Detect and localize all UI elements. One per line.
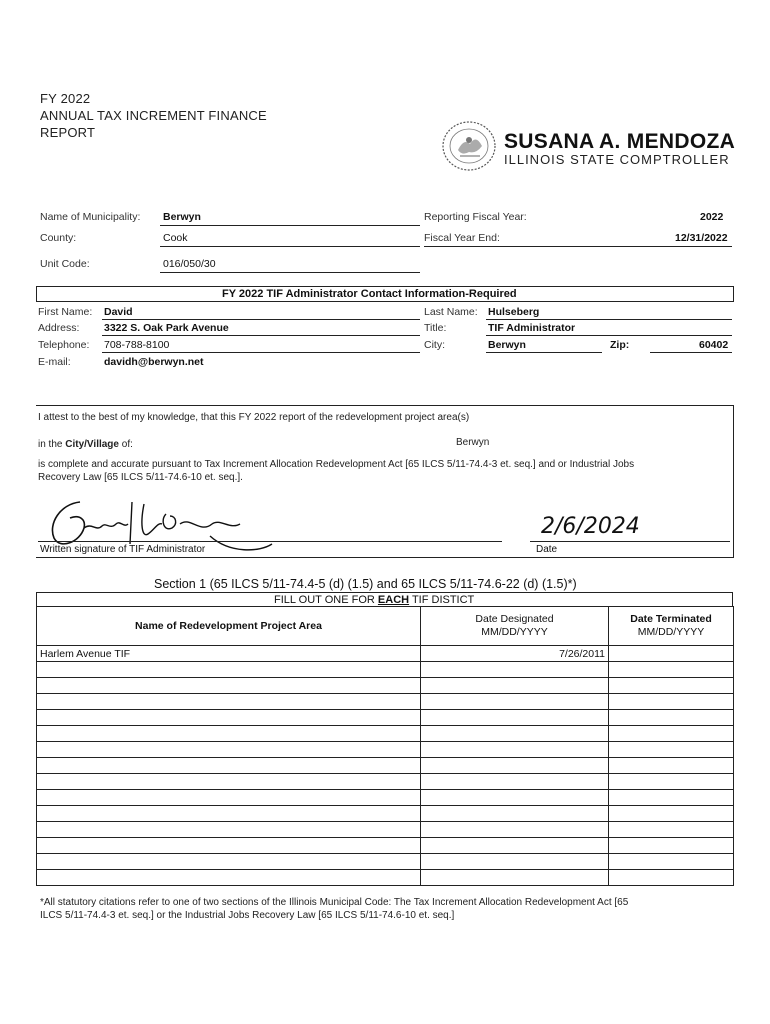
row-terminated-cell (609, 710, 734, 726)
last-name-line (486, 319, 732, 320)
fiscal-year-end-line (424, 246, 732, 247)
row-designated-cell: 7/26/2011 (421, 646, 609, 662)
table-row (37, 854, 734, 870)
fiscal-year-end-value: 12/31/2022 (675, 232, 728, 244)
county-label: County: (40, 232, 77, 244)
row-name-cell (37, 870, 421, 886)
row-name-cell (37, 726, 421, 742)
table-row (37, 838, 734, 854)
row-name-cell (37, 742, 421, 758)
email-label: E-mail: (38, 356, 71, 368)
row-designated-cell (421, 710, 609, 726)
attest-line-4: Recovery Law [65 ILCS 5/11-74.6-10 et. seq.]. (38, 472, 243, 483)
row-designated-cell (421, 870, 609, 886)
city-label: City: (424, 339, 445, 351)
signed-date: 2/6/2024 (541, 514, 640, 539)
row-designated-cell (421, 790, 609, 806)
tif-district-table (36, 606, 734, 886)
date-line (530, 541, 730, 542)
last-name-label: Last Name: (424, 306, 478, 318)
first-name-value: David (104, 306, 133, 318)
attest-line-1: I attest to the best of my knowledge, that this FY 2022 report of the redevelopment project area(s) (38, 412, 470, 423)
address-label: Address: (38, 322, 80, 334)
unit-code-label: Unit Code: (40, 258, 90, 270)
designated-format: MM/DD/YYYY (481, 626, 548, 638)
attest-city: Berwyn (456, 437, 490, 448)
row-name-cell (37, 662, 421, 678)
row-terminated-cell (609, 806, 734, 822)
table-row (37, 742, 734, 758)
table-row (37, 790, 734, 806)
title-line (486, 335, 732, 336)
row-terminated-cell (609, 870, 734, 886)
attest-line-2 (38, 438, 133, 451)
row-name-cell (37, 838, 421, 854)
county-line (160, 246, 420, 247)
address-line (102, 335, 420, 336)
unit-code-value: 016/050/30 (163, 258, 216, 270)
municipality-name-line (160, 225, 420, 226)
date-label: Date (536, 544, 558, 555)
row-terminated-cell (609, 646, 734, 662)
col-name-header: Name of Redevelopment Project Area (37, 607, 421, 646)
telephone-label: Telephone: (38, 339, 90, 351)
report-title: ANNUAL TAX INCREMENT FINANCE (40, 108, 267, 123)
row-name-cell (37, 806, 421, 822)
fiscal-year-end-label: Fiscal Year End: (424, 232, 500, 244)
designated-label: Date Designated (475, 613, 554, 625)
municipality-name-label: Name of Municipality: (40, 211, 141, 223)
telephone-line (102, 352, 420, 353)
table-header-row (37, 607, 734, 646)
row-name-cell: Harlem Avenue TIF (37, 646, 421, 662)
attest-line-2-suffix: of: (121, 439, 133, 450)
tif-rows (37, 646, 734, 886)
row-designated-cell (421, 758, 609, 774)
fiscal-year-value: 2022 (700, 211, 724, 223)
row-name-cell (37, 790, 421, 806)
row-name-cell (37, 678, 421, 694)
row-terminated-cell (609, 662, 734, 678)
table-row (37, 870, 734, 886)
row-designated-cell (421, 838, 609, 854)
row-terminated-cell (609, 742, 734, 758)
table-row (37, 662, 734, 678)
footnote-line-2: ILCS 5/11-74.4-3 et. seq.] or the Industrial Jobs Recovery Law [65 ILCS 5/11-74.6-10 et. seq.] (40, 910, 455, 921)
row-name-cell (37, 774, 421, 790)
row-terminated-cell (609, 758, 734, 774)
table-row (37, 694, 734, 710)
zip-value: 60402 (699, 339, 729, 351)
table-row (37, 806, 734, 822)
county-value: Cook (163, 232, 188, 244)
municipality-name-value: Berwyn (163, 211, 201, 223)
zip-label: Zip: (610, 339, 630, 351)
row-name-cell (37, 758, 421, 774)
address-value: 3322 S. Oak Park Avenue (104, 322, 229, 334)
row-terminated-cell (609, 838, 734, 854)
email-value: davidh@berwyn.net (104, 356, 204, 368)
signature-line (38, 541, 502, 542)
report-header (40, 90, 267, 141)
row-terminated-cell (609, 854, 734, 870)
fill-out-each: EACH (377, 594, 410, 606)
attest-line-2-prefix: in the (38, 439, 63, 450)
attest-city-village: City/Village (65, 439, 119, 450)
table-row (37, 678, 734, 694)
report-subtitle: REPORT (40, 125, 96, 140)
row-terminated-cell (609, 790, 734, 806)
attest-line-3: is complete and accurate pursuant to Tax Increment Allocation Redevelopment Act [65 ILCS 5/11-74.4-3 et. seq.] and or Industrial Jobs (38, 459, 635, 470)
table-row (37, 710, 734, 726)
state-seal-icon (440, 120, 498, 172)
city-value: Berwyn (488, 339, 526, 351)
row-designated-cell (421, 726, 609, 742)
fill-out-instruction (274, 594, 474, 606)
table-row (37, 646, 734, 662)
table-row (37, 774, 734, 790)
first-name-label: First Name: (38, 306, 93, 318)
row-name-cell (37, 822, 421, 838)
title-label: Title: (424, 322, 447, 334)
zip-line (650, 352, 732, 353)
col-designated-header (421, 607, 609, 646)
unit-code-line (160, 272, 420, 273)
footnote-line-1: *All statutory citations refer to one of two sections of the Illinois Municipal Code: The Tax Increment Allocation Redevelopment Act [65 (40, 897, 629, 908)
section-1-title: Section 1 (65 ILCS 5/11-74.4-5 (d) (1.5) and 65 ILCS 5/11-74.6-22 (d) (1.5)*) (154, 577, 577, 591)
fiscal-year-label: Reporting Fiscal Year: (424, 211, 527, 223)
comptroller-name: SUSANA A. MENDOZA (504, 130, 736, 153)
terminated-format: MM/DD/YYYY (637, 626, 705, 638)
row-name-cell (37, 854, 421, 870)
row-designated-cell (421, 742, 609, 758)
fill-out-prefix: FILL OUT ONE FOR (274, 594, 375, 606)
table-row (37, 726, 734, 742)
row-designated-cell (421, 806, 609, 822)
col-terminated-header (609, 607, 734, 646)
terminated-label: Date Terminated (630, 613, 712, 625)
row-name-cell (37, 694, 421, 710)
row-designated-cell (421, 854, 609, 870)
table-row (37, 758, 734, 774)
row-name-cell (37, 710, 421, 726)
report-year: FY 2022 (40, 91, 91, 106)
fill-out-suffix: TIF DISTICT (411, 594, 475, 606)
title-value: TIF Administrator (488, 322, 576, 334)
city-line (486, 352, 602, 353)
row-designated-cell (421, 822, 609, 838)
contact-section-title: FY 2022 TIF Administrator Contact Information-Required (222, 288, 517, 300)
row-designated-cell (421, 694, 609, 710)
row-terminated-cell (609, 694, 734, 710)
row-terminated-cell (609, 726, 734, 742)
first-name-line (102, 319, 420, 320)
signature-label: Written signature of TIF Administrator (40, 544, 206, 555)
row-terminated-cell (609, 678, 734, 694)
row-terminated-cell (609, 774, 734, 790)
row-designated-cell (421, 678, 609, 694)
last-name-value: Hulseberg (488, 306, 540, 318)
table-row (37, 822, 734, 838)
comptroller-title: ILLINOIS STATE COMPTROLLER (504, 152, 730, 167)
row-designated-cell (421, 662, 609, 678)
row-designated-cell (421, 774, 609, 790)
telephone-value: 708-788-8100 (104, 339, 170, 351)
row-terminated-cell (609, 822, 734, 838)
